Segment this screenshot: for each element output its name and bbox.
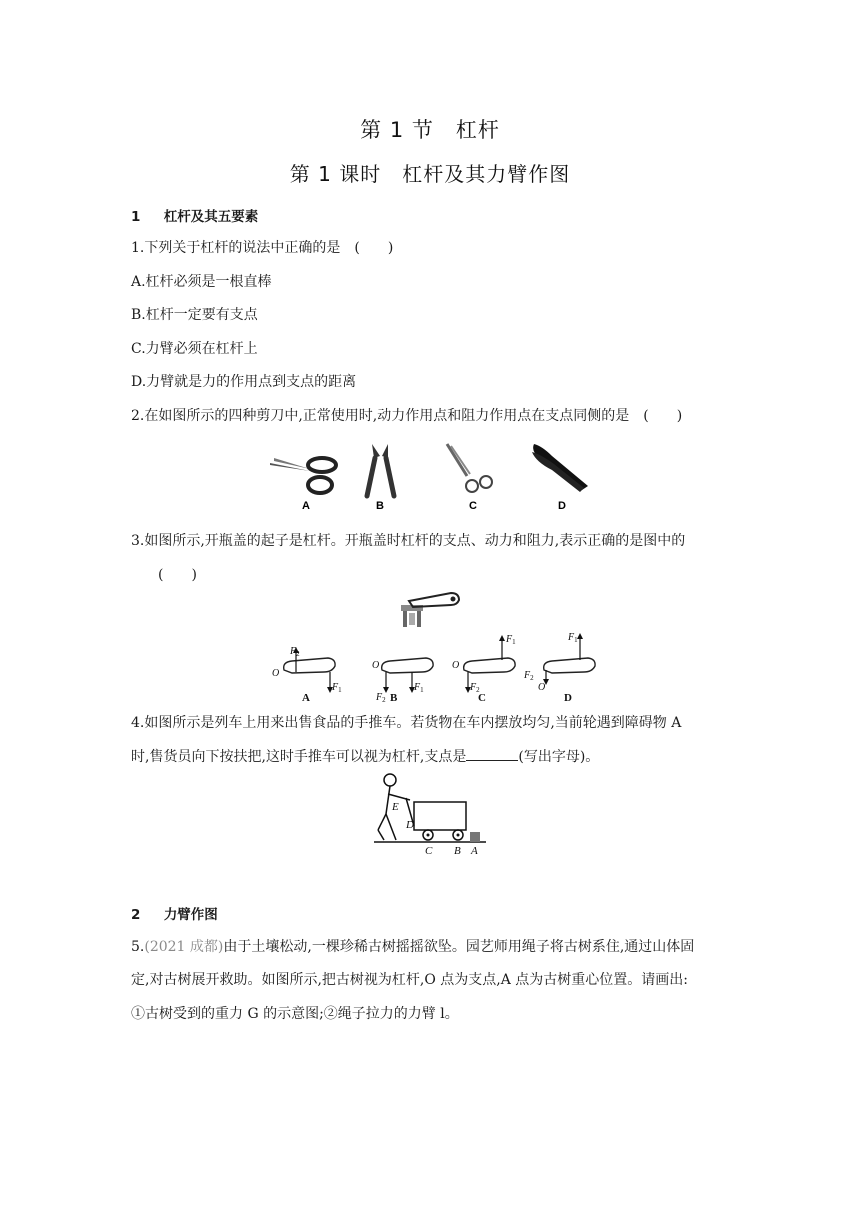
section-1-title: 杠杆及其五要素 — [163, 209, 259, 225]
fig-a-f2: $F_2$ — [290, 646, 300, 658]
trolley-figure — [370, 770, 490, 858]
scissors-d-icon — [532, 444, 588, 492]
fig-d-f1: $F_1$ — [568, 632, 578, 644]
q5-line3: ①古树受到的重力 G 的示意图;②绳子拉力的力臂 l。 — [131, 1006, 459, 1022]
fig-c-f2: $F_2$ — [470, 682, 480, 694]
page-title: 第 1 节 杠杆 — [360, 118, 500, 142]
q1-option-c: C.力臂必须在杠杆上 — [131, 341, 258, 357]
q5-line1-text: 由于土壤松动,一棵珍稀古树摇摇欲坠。园艺师用绳子将古树系住,通过山体固 — [223, 939, 695, 955]
scissors-label-c: C — [469, 500, 477, 512]
lesson-subtitle: 第 1 课时 杠杆及其力臂作图 — [289, 162, 571, 186]
q1-stem: 1.下列关于杠杆的说法中正确的是 ( ) — [131, 240, 394, 256]
q5-line2: 定,对古树展开救助。如图所示,把古树视为杠杆,O 点为支点,A 点为古树重心位置。请画出: — [131, 972, 689, 988]
section-2-number: 2 — [131, 907, 141, 923]
opener-label-b: B — [390, 692, 398, 704]
q3-bracket: ( ) — [158, 567, 197, 583]
fig-b-o: O — [372, 660, 380, 671]
section-1-number: 1 — [131, 209, 141, 225]
trolley-label-b: B — [454, 845, 461, 857]
trolley-label-d: D — [406, 819, 414, 831]
opener-label-c: C — [478, 692, 486, 704]
scissors-label-b: B — [376, 500, 384, 512]
q1-option-d: D.力臂就是力的作用点到支点的距离 — [131, 374, 357, 390]
scissors-label-a: A — [302, 500, 310, 512]
opener-label-a: A — [302, 692, 310, 704]
scissors-figure — [262, 438, 602, 516]
section-2-title: 力臂作图 — [163, 907, 218, 923]
scissors-a-icon — [270, 458, 336, 493]
fig-d-f2: $F_2$ — [524, 670, 534, 682]
q4-stem-line2-a: 时,售货员向下按扶把,这时手推车可以视为杠杆,支点是 — [131, 749, 467, 765]
q1-option-a: A.杠杆必须是一根直棒 — [131, 274, 272, 290]
fig-c-o: O — [452, 660, 460, 671]
fig-b-f1: $F_1$ — [414, 682, 424, 694]
scissors-b-icon — [367, 444, 394, 496]
fig-c-f1: $F_1$ — [506, 634, 516, 646]
q4-stem-line2-b: (写出字母)。 — [518, 749, 600, 765]
opener-label-d: D — [564, 692, 572, 704]
scissors-c-icon — [447, 444, 492, 492]
q4-stem-line1: 4.如图所示是列车上用来出售食品的手推车。若货物在车内摆放均匀,当前轮遇到障碍物 A — [131, 715, 682, 731]
section-1-heading — [131, 205, 258, 225]
q1-option-b: B.杠杆一定要有支点 — [131, 307, 258, 323]
trolley-label-a: A — [471, 845, 478, 857]
fig-b-f2: $F_2$ — [376, 692, 386, 704]
fig-a-o: O — [272, 668, 280, 679]
q5-number: 5. — [131, 939, 145, 955]
q3-stem: 3.如图所示,开瓶盖的起子是杠杆。开瓶盖时杠杆的支点、动力和阻力,表示正确的是图中的 — [131, 533, 686, 549]
q4-stem-line2 — [131, 746, 599, 766]
q4-answer-blank[interactable] — [466, 748, 518, 761]
trolley-label-c: C — [425, 845, 433, 857]
q5-source: (2021 成都) — [144, 939, 224, 955]
trolley-label-e: E — [392, 801, 399, 813]
fig-a-f1: $F_1$ — [332, 682, 342, 694]
q5-line1 — [131, 936, 694, 956]
fig-d-o: O — [538, 682, 546, 693]
scissors-label-d: D — [558, 500, 566, 512]
opener-force-figures — [262, 628, 602, 704]
section-2-heading — [131, 903, 218, 923]
q2-stem: 2.在如图所示的四种剪刀中,正常使用时,动力作用点和阻力作用点在支点同侧的是 ( ) — [131, 408, 683, 424]
bottle-opener-main-icon — [395, 591, 467, 629]
